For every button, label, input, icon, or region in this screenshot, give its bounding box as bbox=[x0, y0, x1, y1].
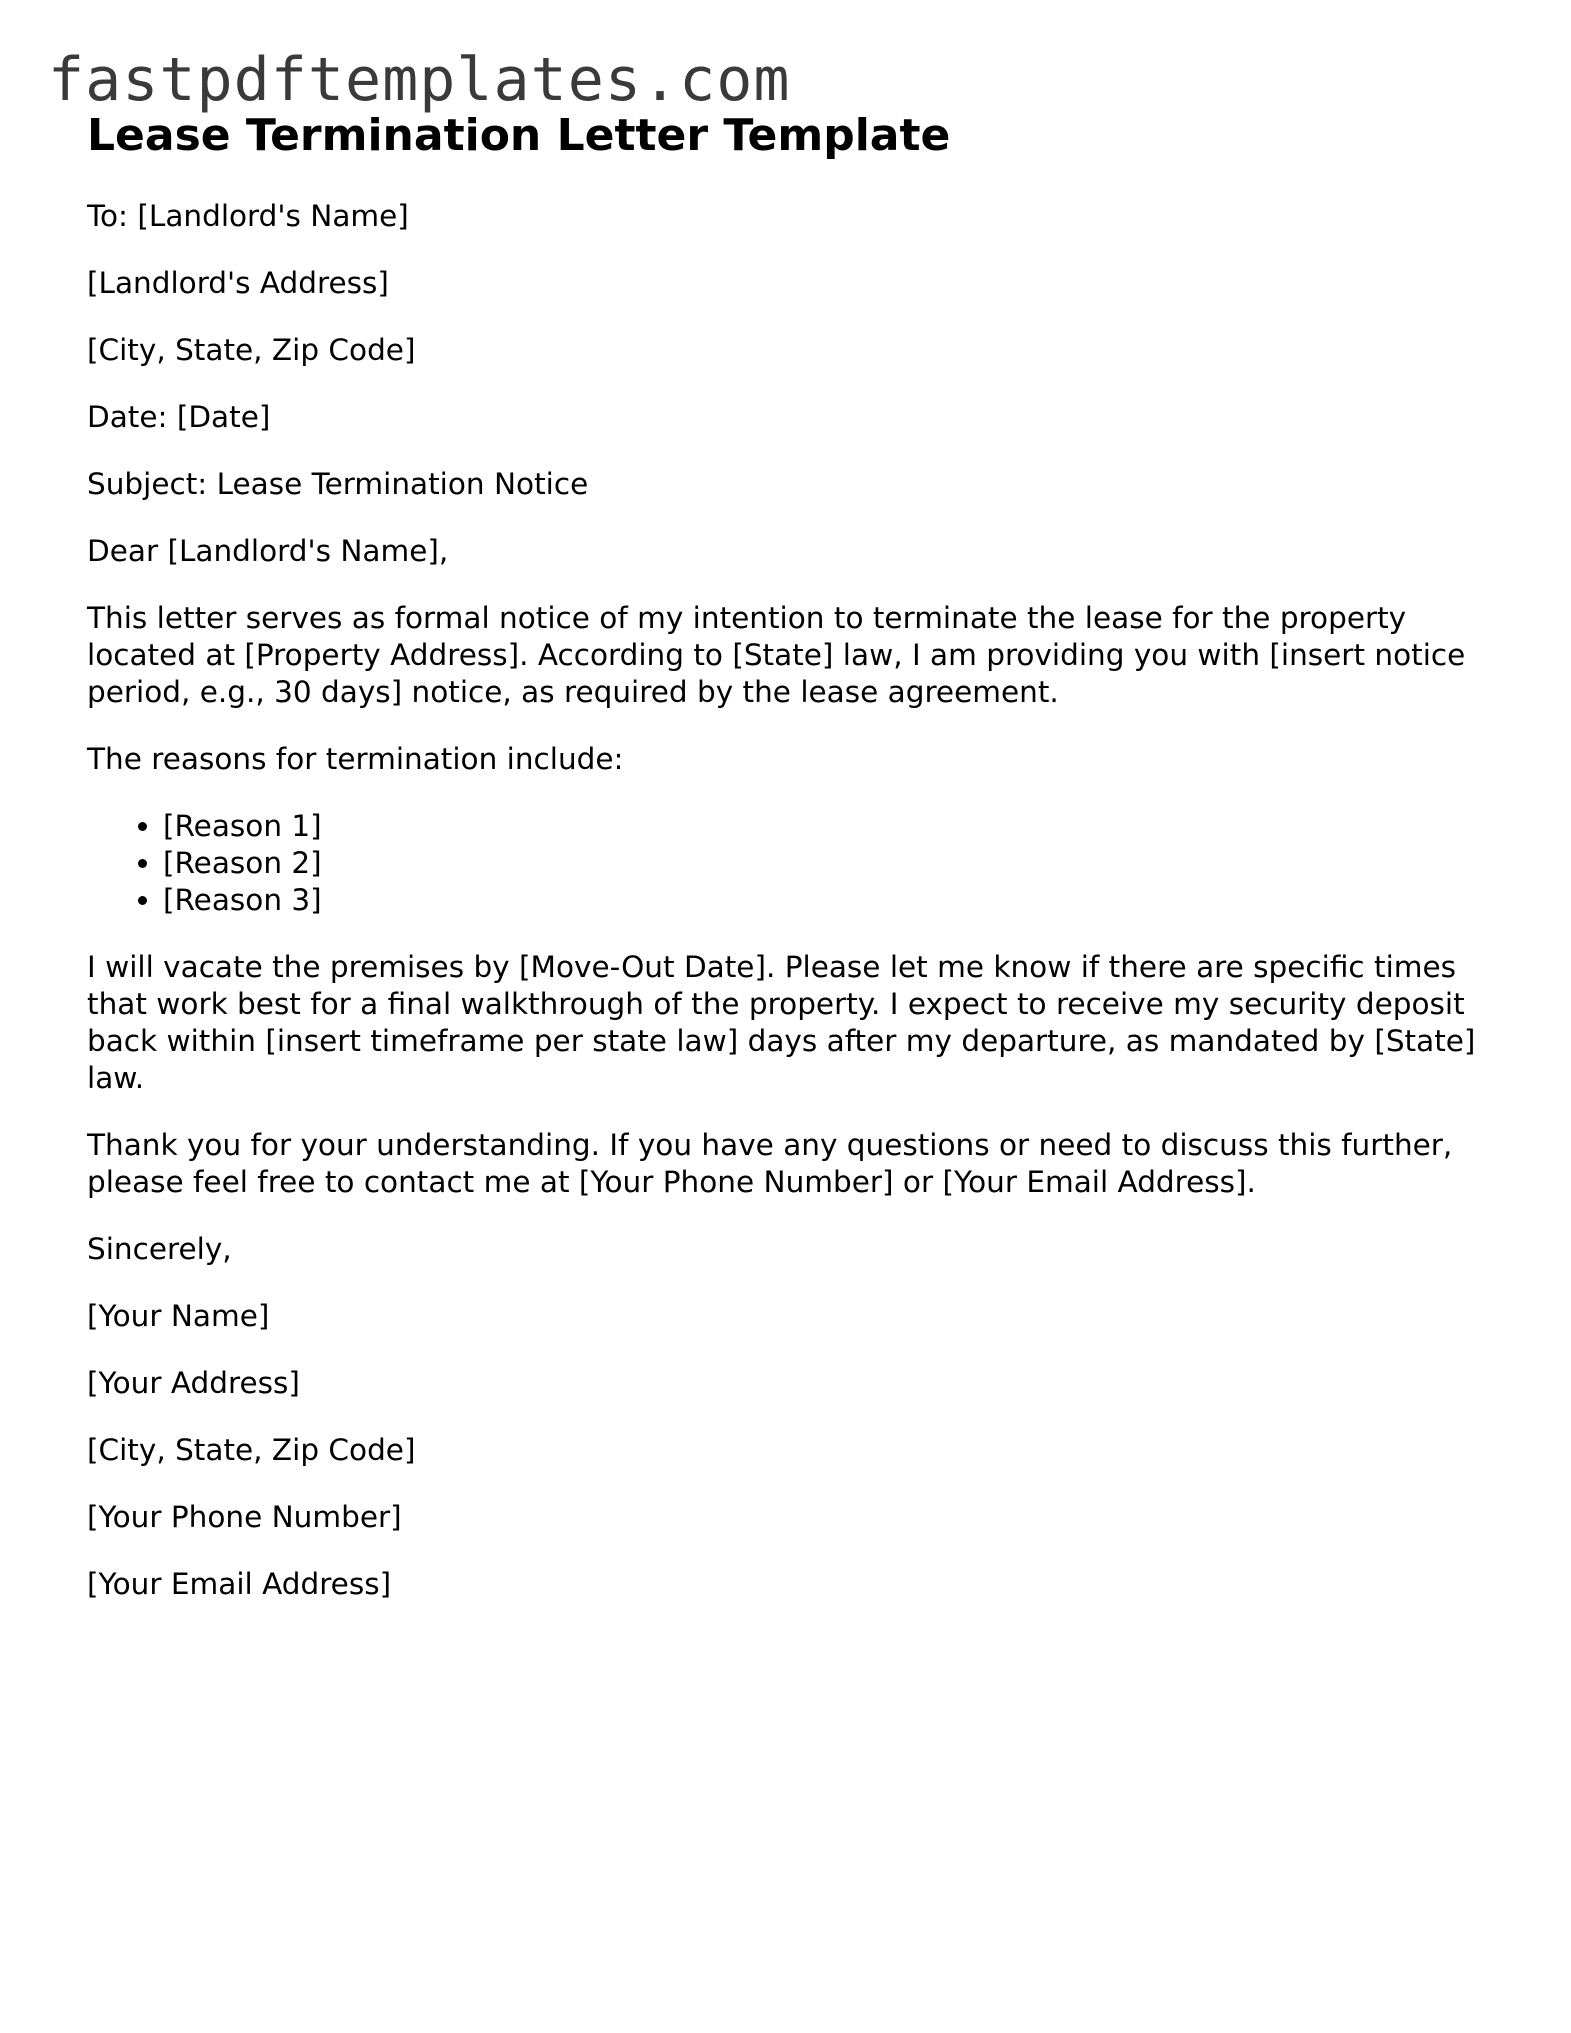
watermark-text: fastpdftemplates.com bbox=[48, 45, 791, 115]
list-item: • [Reason 1] bbox=[163, 808, 1487, 845]
recipient-name-line: To: [Landlord's Name] bbox=[87, 199, 409, 233]
closing-paragraph: Thank you for your understanding. If you have any questions or need to discuss this further, please feel free to contact me at [Your Phone Number] or [Your Email Address]. bbox=[87, 1128, 1453, 1199]
sender-email-line: [Your Email Address] bbox=[87, 1567, 392, 1601]
intro-paragraph: This letter serves as formal notice of my intention to terminate the lease for the property located at [Property Address]. According to [State] law, I am providing you with [insert notice period, e.g., 30 days] notice, as required by the lease agreement. bbox=[87, 601, 1466, 709]
sender-city-line: [City, State, Zip Code] bbox=[87, 1433, 416, 1467]
move-out-paragraph: I will vacate the premises by [Move-Out Date]. Please let me know if there are specific times that work best for a final walkthrough of the property. I expect to receive my security deposit back within [insert timeframe per state law] days after my departure, as mandated by [State] law. bbox=[87, 950, 1476, 1095]
letter-body bbox=[87, 198, 1487, 1633]
sender-name-line: [Your Name] bbox=[87, 1299, 270, 1333]
reasons-intro: The reasons for termination include: bbox=[87, 742, 624, 776]
page-title: Lease Termination Letter Template bbox=[87, 110, 951, 161]
date-line: Date: [Date] bbox=[87, 400, 271, 434]
list-item: • [Reason 2] bbox=[163, 845, 1487, 882]
recipient-city-line: [City, State, Zip Code] bbox=[87, 333, 416, 367]
sender-phone-line: [Your Phone Number] bbox=[87, 1500, 402, 1534]
subject-line: Subject: Lease Termination Notice bbox=[87, 467, 589, 501]
list-item: • [Reason 3] bbox=[163, 882, 1487, 919]
signoff: Sincerely, bbox=[87, 1232, 232, 1266]
sender-address-line: [Your Address] bbox=[87, 1366, 300, 1400]
recipient-address-line: [Landlord's Address] bbox=[87, 266, 389, 300]
reasons-list bbox=[87, 808, 1487, 919]
salutation: Dear [Landlord's Name], bbox=[87, 534, 449, 568]
